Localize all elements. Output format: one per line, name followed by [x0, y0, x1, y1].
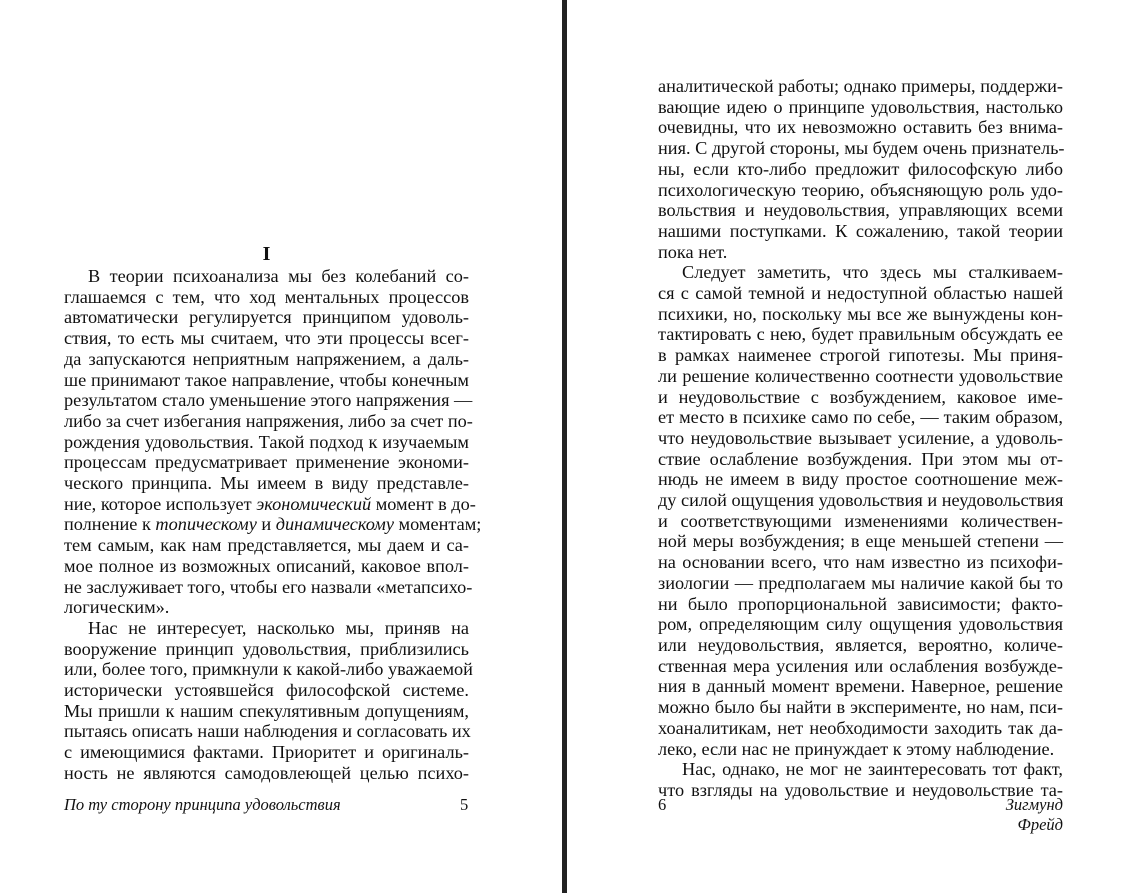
text-line: ствия, то есть мы считаем, что эти процессы всег- [64, 328, 469, 349]
text-line: ческого принципа. Мы имеем в виду представле- [64, 473, 469, 494]
text-line: психики, но, поскольку мы все же вынуждены кон- [658, 303, 1063, 324]
text-line: Нас, однако, не мог не заинтересовать тот факт, [682, 759, 1063, 780]
text-line: нашими поступками. К сожалению, такой теории [658, 220, 1063, 241]
text-line: глашаемся с тем, что ход ментальных процессов [64, 286, 469, 307]
text-line: и соответствующими изменениями количествен- [658, 510, 1063, 531]
right-page-body [658, 76, 1063, 801]
text-line: Нас не интересует, насколько мы, приняв на [88, 617, 469, 638]
text-line: пытаясь описать наши наблюдения и согласовать их [64, 721, 471, 742]
text-line: рождения удовольствия. Такой подход к изучаемым [64, 431, 469, 452]
page-number: 5 [460, 795, 469, 814]
text-line: вающие идею о принципе удовольствия, настолько [658, 96, 1063, 117]
text-line: ся с самой темной и недоступной областью нашей [658, 283, 1063, 304]
text-line: аналитической работы; однако примеры, поддержи- [658, 76, 1063, 96]
text-line [64, 493, 476, 515]
text-line: что неудовольствие вызывает усиление, а удоволь- [658, 427, 1063, 448]
left-page-body [64, 266, 482, 784]
text-line: хоаналитикам, нет необходимости заходить так да- [658, 717, 1063, 738]
paragraph [64, 266, 482, 618]
text-line: ни было пропорциональной зависимости; факто- [658, 593, 1063, 614]
text-line: ду силой ощущения удовольствия и неудовольствия [658, 490, 1064, 511]
text-line: ше принимают такое направление, чтобы конечным [64, 369, 469, 390]
paragraph [658, 76, 1063, 262]
text-line: вольствия и неудовольствия, управляющих всеми [658, 200, 1063, 221]
text-line: с имеющимися фактами. Приоритет и оригиналь- [64, 742, 469, 763]
text-line: или, более того, примкнули к какой-либо уважаемой [64, 659, 473, 680]
text-line: вооружение принцип удовольствия, приблизились [64, 638, 469, 659]
italic-term: динамическому [275, 514, 394, 535]
text-line: ли решение количественно соотнести удовольствие [658, 365, 1063, 386]
text-line: тактировать с нею, будет правильным обсуждать ее [658, 324, 1063, 345]
paragraph [64, 617, 473, 784]
text-segment: ние, которое использует [64, 493, 257, 514]
text-line: зиологии — предполагаем мы наличие какой бы то [658, 572, 1063, 593]
text-line: что взгляды на удовольствие и неудовольствие та- [658, 779, 1063, 800]
text-line: и неудовольствие с возбуждением, каковое име- [658, 386, 1063, 407]
text-line: или неудовольствия, является, вероятно, количе- [658, 634, 1063, 655]
text-line: результатом стало уменьшение этого напряжения — [64, 390, 473, 411]
running-title: По ту сторону принципа удовольствия [64, 795, 341, 814]
text-line: автоматически регулируется принципом удоволь- [64, 307, 469, 328]
text-line: В теории психоанализа мы без колебаний со- [88, 266, 469, 286]
text-line: исторически устоявшейся философской системе. [64, 680, 469, 701]
text-line: ной меры возбуждения; в еще меньшей степени — [658, 531, 1063, 552]
text-segment: моментам; [393, 514, 482, 535]
text-line: на основании всего, что нам известно из психофи- [658, 552, 1063, 573]
chapter-heading: I [262, 243, 271, 265]
text-line: очевидны, что их невозможно оставить без внима- [658, 117, 1063, 138]
text-line: ния в данный момент времени. Наверное, решение [658, 676, 1063, 697]
left-page [0, 0, 563, 893]
text-line: процессам предусматривает применение экономи- [64, 452, 469, 473]
text-line: тем самым, как нам представляется, мы даем и са- [64, 535, 469, 556]
text-line: либо за счет избегания напряжения, либо за счет по- [64, 410, 473, 431]
text-line: не заслуживает того, чтобы его назвали «метапсихо- [64, 576, 473, 597]
text-segment: и [256, 514, 276, 535]
text-line: ствие ослабление возбуждения. При этом мы от- [658, 448, 1063, 469]
text-line: ния. С другой стороны, мы будем очень признатель- [658, 138, 1065, 159]
text-line: мое полное из возможных описаний, каковое впол- [64, 555, 469, 576]
text-line: ны, если кто-либо предложит философскую либо [658, 158, 1063, 179]
paragraph [658, 262, 1063, 759]
text-line: ром, определяющим силу ощущения удовольствия [658, 614, 1063, 635]
italic-term: топическому [155, 514, 257, 535]
text-line: в рамках наименее строгой гипотезы. Мы приня- [658, 345, 1063, 366]
text-line: психологическую теорию, объясняющую роль удо- [658, 179, 1063, 200]
text-segment: момент в до- [371, 493, 476, 514]
page-number: 6 [658, 795, 667, 814]
text-line: ственная мера усиления или ослабления возбужде- [658, 655, 1063, 676]
text-line: логическим». [64, 597, 170, 618]
text-line: ет место в психике само по себе, — таким образом, [658, 407, 1063, 428]
text-line: ность не являются самодовлеющей целью психо- [64, 762, 469, 783]
text-line: да запускаются неприятным напряжением, а даль- [64, 348, 469, 369]
right-page [567, 0, 1130, 893]
running-title: Зигмунд Фрейд [1005, 795, 1063, 834]
text-line: Мы пришли к нашим спекулятивным допущениям, [64, 700, 469, 721]
text-line: пока нет. [658, 241, 728, 262]
text-line: можно было бы найти в эксперименте, но нам, пси- [658, 697, 1063, 718]
text-line: Следует заметить, что здесь мы сталкиваем- [682, 262, 1063, 283]
text-segment: полнение к [64, 514, 156, 535]
text-line: нюдь не имеем в виду простое соотношение меж- [658, 469, 1063, 490]
italic-term: экономический [256, 493, 372, 514]
text-line [64, 514, 482, 535]
text-line: леко, если нас не принуждает к этому наблюдение. [658, 738, 1055, 759]
